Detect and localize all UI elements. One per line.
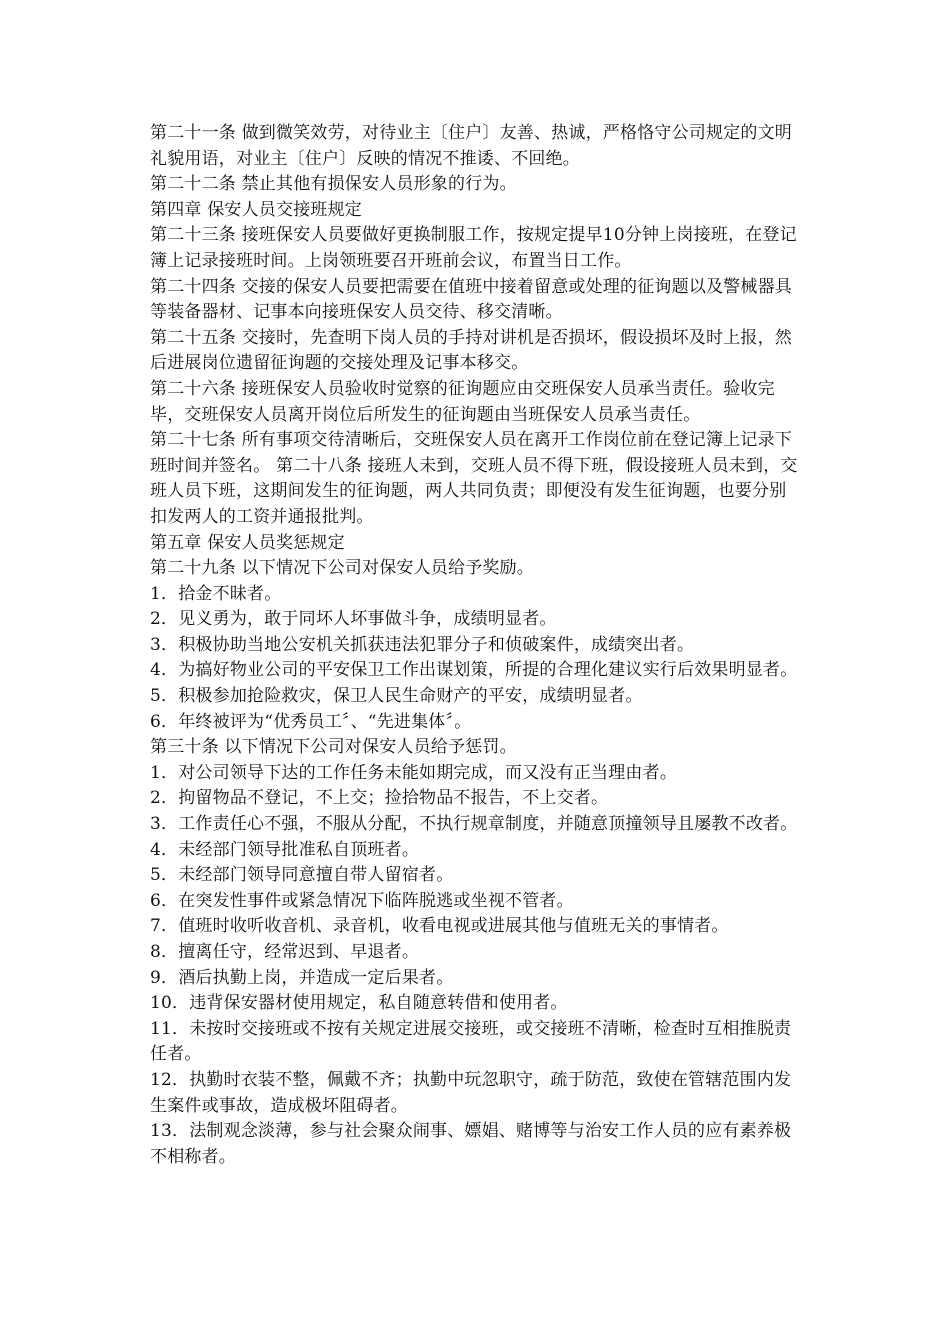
reward-item-2: 2．见义勇为，敢于同坏人坏事做斗争，成绩明显者。 xyxy=(150,609,557,630)
chapter-heading-4: 第四章 保安人员交接班规定 xyxy=(150,199,363,220)
paragraph-article-23: 第二十三条 接班保安人员要做好更换制服工作，按规定提早10分钟上岗接班，在登记簿上记录接班时间。上岗领班要召开班前会议，布置当日工作。 xyxy=(150,225,797,271)
reward-item-4: 4．为搞好物业公司的平安保卫工作出谋划策，所提的合理化建议实行后效果明显者。 xyxy=(150,660,798,681)
penalty-item-10: 10．违背保安器材使用规定，私自随意转借和使用者。 xyxy=(150,993,568,1014)
reward-item-1: 1．拾金不昧者。 xyxy=(150,583,282,604)
paragraph-article-21: 第二十一条 做到微笑效劳，对待业主〔住户〕友善、热诚，严格恪守公司规定的文明礼貌用语，对业主〔住户〕反映的情况不推诿、不回绝。 xyxy=(150,123,793,169)
paragraph-article-24: 第二十四条 交接的保安人员要把需要在值班中接着留意或处理的征询题以及警械器具等装备器材、记事本向接班保安人员交待、移交清晰。 xyxy=(150,276,793,323)
penalty-item-3: 3．工作责任心不强，不服从分配，不执行规章制度，并随意顶撞领导且屡教不改者。 xyxy=(150,814,798,835)
penalty-item-12: 12．执勤时衣装不整，佩戴不齐；执勤中玩忽职守，疏于防范，致使在管辖范围内发生案件或事故，造成极坏阻碍者。 xyxy=(150,1069,792,1116)
reward-item-6: 6．年终被评为“优秀员工〞、“先进集体〞。 xyxy=(150,711,472,732)
paragraph-article-22: 第二十二条 禁止其他有损保安人员形象的行为。 xyxy=(150,174,517,195)
penalty-item-11: 11．未按时交接班或不按有关规定进展交接班，或交接班不清晰，检查时互相推脱责任者。 xyxy=(150,1018,792,1065)
document-page xyxy=(150,121,800,1170)
penalty-item-7: 7．值班时收听收音机、录音机，收看电视或进展其他与值班无关的事情者。 xyxy=(150,916,729,937)
paragraph-article-27-28: 第二十七条 所有事项交待清晰后，交班保安人员在离开工作岗位前在登记簿上记录下班时间并签名。 第二十八条 接班人未到，交班人员不得下班，假设接班人员未到，交班人员下班，这期间发生的征询题，两人共同负责；即便没有发生征询题，也要分别扣发两人的工资并通报批判。 xyxy=(150,430,798,527)
reward-item-3: 3．积极协助当地公安机关抓获违法犯罪分子和侦破案件，成绩突出者。 xyxy=(150,634,695,655)
penalty-item-1: 1．对公司领导下达的工作任务未能如期完成，而又没有正当理由者。 xyxy=(150,762,678,783)
chapter-heading-5: 第五章 保安人员奖惩规定 xyxy=(150,532,345,553)
paragraph-article-26: 第二十六条 接班保安人员验收时觉察的征询题应由交班保安人员承当责任。验收完毕，交班保安人员离开岗位后所发生的征询题由当班保安人员承当责任。 xyxy=(150,378,775,425)
penalty-item-4: 4．未经部门领导批准私自顶班者。 xyxy=(150,839,420,860)
paragraph-article-29: 第二十九条 以下情况下公司对保安人员给予奖励。 xyxy=(150,558,535,579)
penalty-item-5: 5．未经部门领导同意擅自带人留宿者。 xyxy=(150,865,454,886)
paragraph-article-25: 第二十五条 交接时，先查明下岗人员的手持对讲机是否损坏，假设损坏及时上报，然后进展岗位遗留征询题的交接处理及记事本移交。 xyxy=(150,327,793,374)
penalty-item-13: 13．法制观念淡薄，参与社会聚众闹事、嫖娼、赌博等与治安工作人员的应有素养极不相称者。 xyxy=(150,1121,792,1167)
penalty-item-2: 2．拘留物品不登记，不上交；捡拾物品不报告，不上交者。 xyxy=(150,788,609,809)
reward-item-5: 5．积极参加抢险救灾，保卫人民生命财产的平安，成绩明显者。 xyxy=(150,686,643,707)
penalty-item-6: 6．在突发性事件或紧急情况下临阵脱逃或坐视不管者。 xyxy=(150,890,574,911)
penalty-item-9: 9．酒后执勤上岗，并造成一定后果者。 xyxy=(150,967,454,988)
penalty-item-8: 8．擅离任守，经常迟到、早退者。 xyxy=(150,942,420,962)
paragraph-article-30: 第三十条 以下情况下公司对保安人员给予惩罚。 xyxy=(150,737,517,758)
